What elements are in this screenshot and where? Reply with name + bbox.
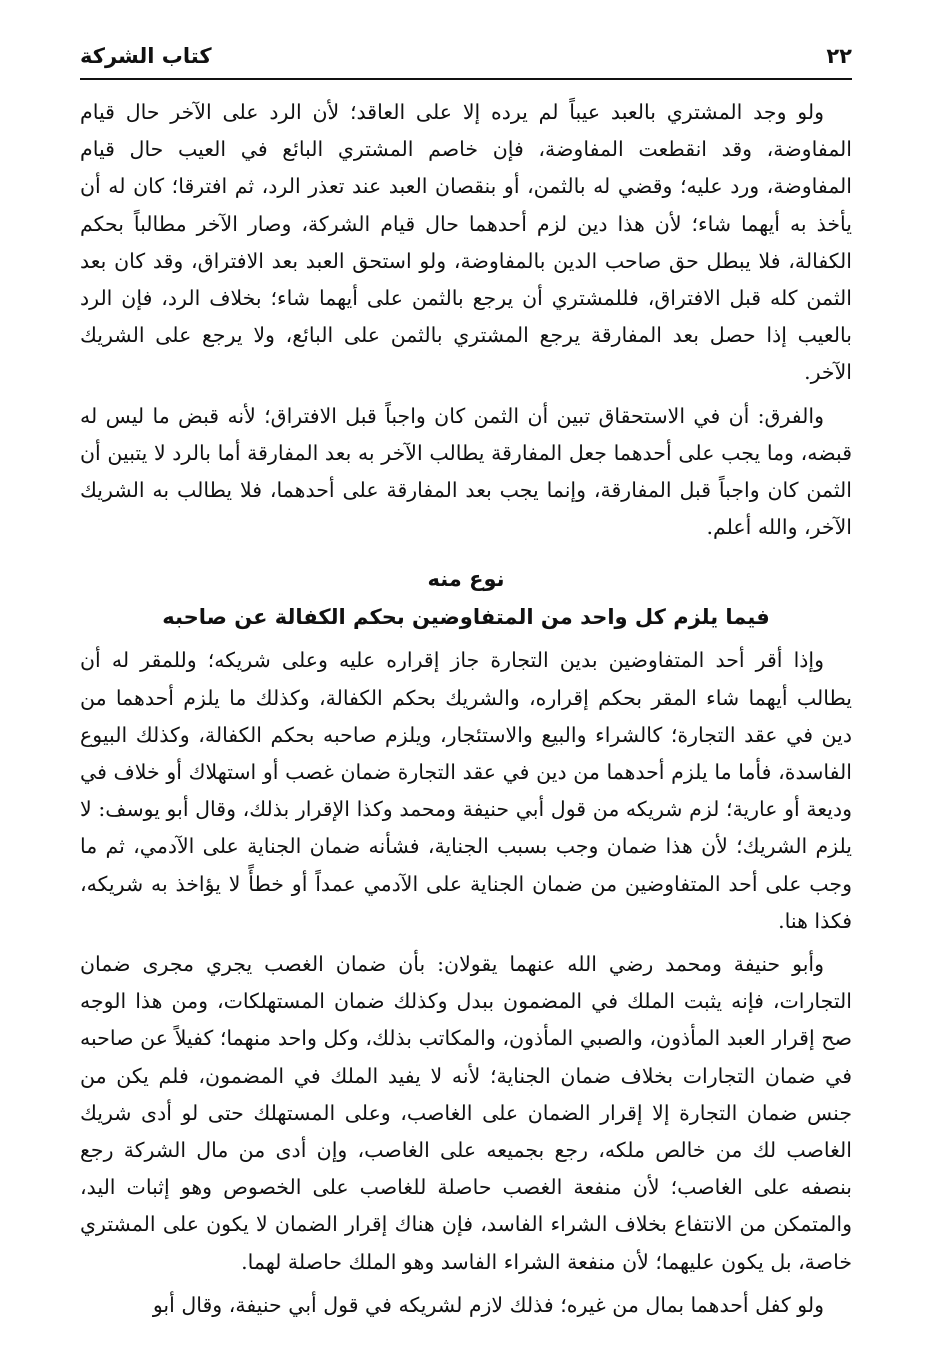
header-divider (80, 78, 852, 80)
section-paragraph-3: ولو كفل أحدهما بمال من غيره؛ فذلك لازم لشريكه في قول أبي حنيفة، وقال أبو (152, 1292, 824, 1317)
section-heading-type: نوع منه (427, 567, 505, 592)
section-paragraph-2: وأبو حنيفة ومحمد رضي الله عنهما يقولان: بأن ضمان الغصب يجري مجرى ضمان التجارات، فإنه يثبت الملك في المضمون ببدل وكذلك ضمان المستهلكات، ومن هذا الوجه صح إقرار العبد المأذون، والصبي المأذون، والمكاتب بذلك، وكل واحد منهما؛ كفيلاً عن صاحبه في ضمان التجارات بخلاف ضمان الجناية؛ لأنه لا يفيد الملك في المضمون، فلم يكن من جنس ضمان التجارة إلا إقرار الضمان على الغاصب، وعلى المستهلك حتى لو أدى شريك الغاصب لك من خالص ملكه، رجع بجميعه على الغاصب، وإن أدى من مال الشركة رجع بنصفه على الغاصب؛ لأن منفعة الغصب حاصلة للغاصب على الخصوص وهو إثبات اليد، والمتمكن من الانتفاع بخلاف الشراء الفاسد، فإن هناك إقرار الضمان لا يكون على المشتري خاصة، بل يكون عليهما؛ لأن منفعة الشراء الفاسد وهو الملك حاصلة لهما. (80, 952, 852, 1274)
page-body (80, 94, 852, 1330)
book-title: كتاب الشركة (80, 44, 212, 68)
page-number: ٢٢ (826, 44, 852, 68)
section-paragraph-1: وإذا أقر أحد المتفاوضين بدين التجارة جاز إقراره عليه وعلى شريكه؛ وللمقر له أن يطالب أيهما شاء المقر بحكم إقراره، والشريك بحكم الكفالة، وكذلك ما يلزم أحدهما من دين في عقد التجارة؛ كالشراء والبيع والاستئجار، ويلزم صاحبه بحكم الكفالة، وكذلك البيوع الفاسدة، فأما ما يلزم أحدهما من دين في عقد التجارة ضمان غصب أو استهلاك أو خلاف في وديعة أو عارية؛ لزم شريكه من قول أبي حنيفة ومحمد وكذا الإقرار بذلك، وقال أبو يوسف: لا يلزم الشريك؛ لأن هذا ضمان وجب بسبب الجناية، فشأنه ضمان الجناية على الآدمي، ثم ما وجب على أحد المتفاوضين من ضمان الجناية على الآدمي عمداً أو خطأً لا يؤاخذ به شريكه، فكذا هنا. (80, 648, 852, 933)
running-header (80, 40, 852, 72)
paragraph-2: والفرق: أن في الاستحقاق تبين أن الثمن كان واجباً قبل الافتراق؛ لأنه قبض ما ليس له قبضه، وما يجب على أحدهما جعل المفارقة يطالب الآخر به بعد المفارقة أما بالرد لا يتبين أن الثمن كان واجباً قبل المفارقة، وإنما يجب بعد المفارقة على أحدهما، فلا يطالب به الشريك الآخر، والله أعلم. (80, 403, 852, 540)
paragraph-1: ولو وجد المشتري بالعبد عيباً لم يرده إلا على العاقد؛ لأن الرد على الآخر حال قيام المفاوضة، وقد انقطعت المفاوضة، فإن خاصم المشتري البائع في العيب حال قيام المفاوضة، ورد عليه؛ وقضي له بالثمن، أو بنقصان العبد عند تعذر الرد، ثم افترقا؛ كان له أن يأخذ به أيهما شاء؛ لأن هذا دين لزم أحدهما حال قيام الشركة، وصار الآخر مطالباً بحكم الكفالة، فلا يبطل حق صاحب الدين بالمفاوضة، ولو استحق العبد بعد الافتراق، وقد كان بعد الثمن كله قبل الافتراق، فللمشتري أن يرجع بالثمن على أيهما شاء؛ بخلاف الرد، فإن الرد بالعيب إذا حصل بعد المفارقة يرجع المشتري بالثمن على البائع، ولا يرجع على الشريك الآخر. (80, 100, 852, 385)
section-heading-title: فيما يلزم كل واحد من المتفاوضين بحكم الكفالة عن صاحبه (162, 605, 770, 630)
